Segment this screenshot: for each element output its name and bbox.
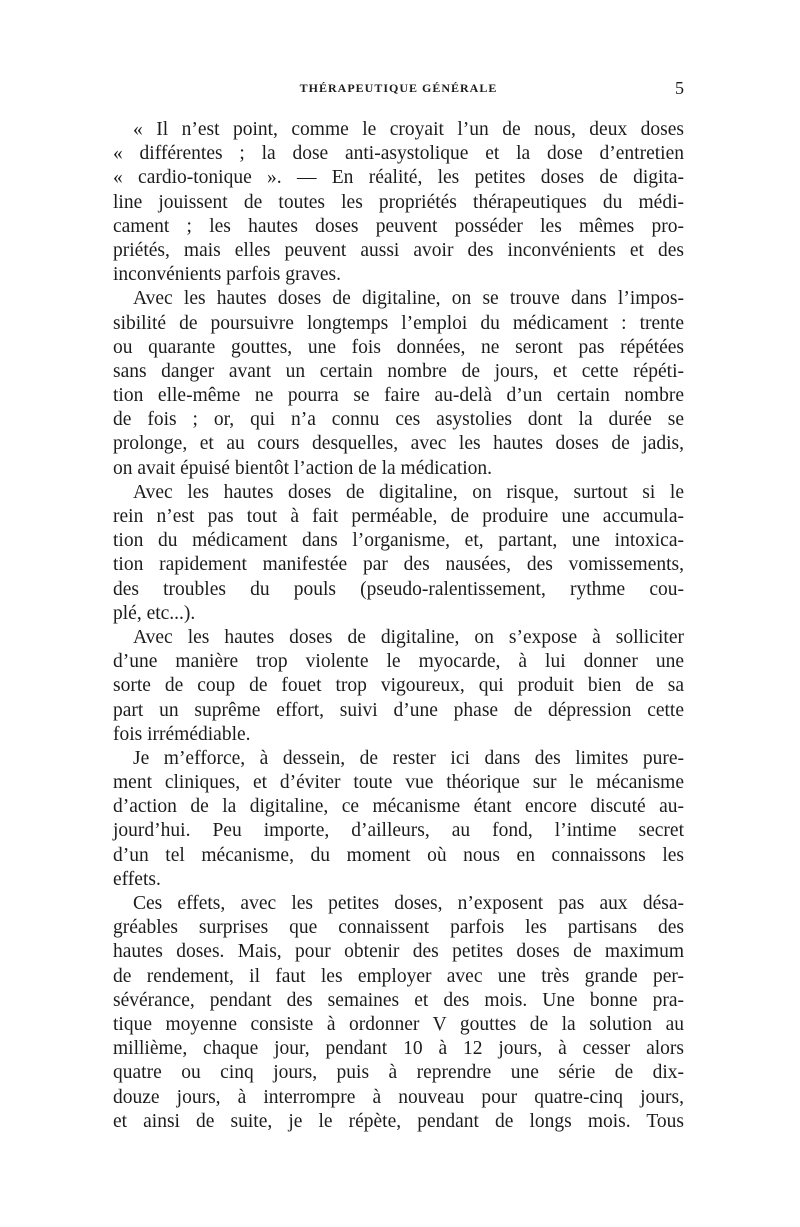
text-line: d’une manière trop violente le myocarde, à lui donner une [113, 651, 684, 673]
text-line: d’action de la digitaline, ce mécanisme étant encore discuté au- [113, 796, 684, 818]
text-line: des troubles du pouls (pseudo-ralentissement, rythme cou- [113, 578, 684, 600]
text-line: sibilité de poursuivre longtemps l’emploi du médicament : trente [113, 312, 684, 334]
text-line: inconvénients parfois graves. [113, 264, 341, 286]
text-line: de rendement, il faut les employer avec une très grande per- [113, 965, 684, 987]
text-line: ou quarante gouttes, une fois données, ne seront pas répétées [113, 336, 684, 358]
text-line: gréables surprises que connaissent parfois les partisans des [113, 917, 684, 939]
text-line: d’un tel mécanisme, du moment où nous en connaissons les [113, 844, 684, 866]
running-title: THÉRAPEUTIQUE GÉNÉRALE [299, 81, 498, 95]
text-line: line jouissent de toutes les propriétés thérapeutiques du médi- [113, 191, 684, 213]
text-line: rein n’est pas tout à fait perméable, de produire une accumula- [113, 506, 684, 527]
text-line: tion du médicament dans l’organisme, et, partant, une intoxica- [113, 530, 684, 552]
running-head [113, 79, 684, 99]
text-line: tique moyenne consiste à ordonner V gouttes de la solution au [113, 1013, 684, 1035]
text-line: part un suprême effort, suivi d’une phase de dépression cette [113, 699, 684, 721]
text-line: ment cliniques, et d’éviter toute vue théorique sur le mécanisme [113, 772, 684, 794]
body-text [113, 118, 684, 1134]
text-line: « différentes ; la dose anti-asystolique et la dose d’entretien [113, 143, 684, 165]
text-line: millième, chaque jour, pendant 10 à 12 jours, à cesser alors [113, 1038, 684, 1060]
text-line: « Il n’est point, comme le croyait l’un de nous, deux doses [133, 119, 684, 140]
text-line: hautes doses. Mais, pour obtenir des petites doses de maximum [113, 941, 684, 963]
text-line: effets. [113, 868, 161, 890]
text-line: sorte de coup de fouet trop vigoureux, qui produit bien de sa [113, 675, 684, 697]
text-line: Avec les hautes doses de digitaline, on risque, surtout si le [133, 481, 684, 503]
text-line: quatre ou cinq jours, puis à reprendre une série de dix- [113, 1062, 684, 1084]
text-line: on avait épuisé bientôt l’action de la médication. [113, 457, 493, 479]
text-line: cament ; les hautes doses peuvent posséder les mêmes pro- [113, 215, 684, 237]
text-line: « cardio-tonique ». — En réalité, les petites doses de digita- [113, 167, 684, 189]
text-line: priétés, mais elles peuvent aussi avoir des inconvénients et des [113, 239, 684, 261]
text-line: sévérance, pendant des semaines et des mois. Une bonne pra- [113, 989, 684, 1011]
text-line: prolonge, et au cours desquelles, avec les hautes doses de jadis, [113, 433, 684, 455]
text-line: sans danger avant un certain nombre de jours, et cette répéti- [113, 360, 684, 382]
text-line: jourd’hui. Peu importe, d’ailleurs, au fond, l’intime secret [113, 820, 684, 842]
text-line: de fois ; or, qui n’a connu ces asystolies dont la durée se [113, 409, 684, 431]
text-line: plé, etc...). [113, 602, 196, 624]
text-line: Je m’efforce, à dessein, de rester ici dans des limites pure- [133, 747, 684, 769]
page-number: 5 [675, 78, 684, 98]
text-line: Avec les hautes doses de digitaline, on se trouve dans l’impos- [133, 288, 684, 310]
text-line: et ainsi de suite, je le répète, pendant de longs mois. Tous [113, 1110, 684, 1132]
text-line: tion elle-même ne pourra se faire au-delà d’un certain nombre [113, 385, 684, 407]
text-line: tion rapidement manifestée par des nausées, des vomissements, [113, 554, 684, 576]
text-line: Avec les hautes doses de digitaline, on s’expose à solliciter [133, 626, 684, 648]
text-line: fois irrémédiable. [113, 723, 251, 745]
text-line: Ces effets, avec les petites doses, n’exposent pas aux désa- [133, 893, 684, 914]
text-line: douze jours, à interrompre à nouveau pour quatre-cinq jours, [113, 1086, 684, 1108]
